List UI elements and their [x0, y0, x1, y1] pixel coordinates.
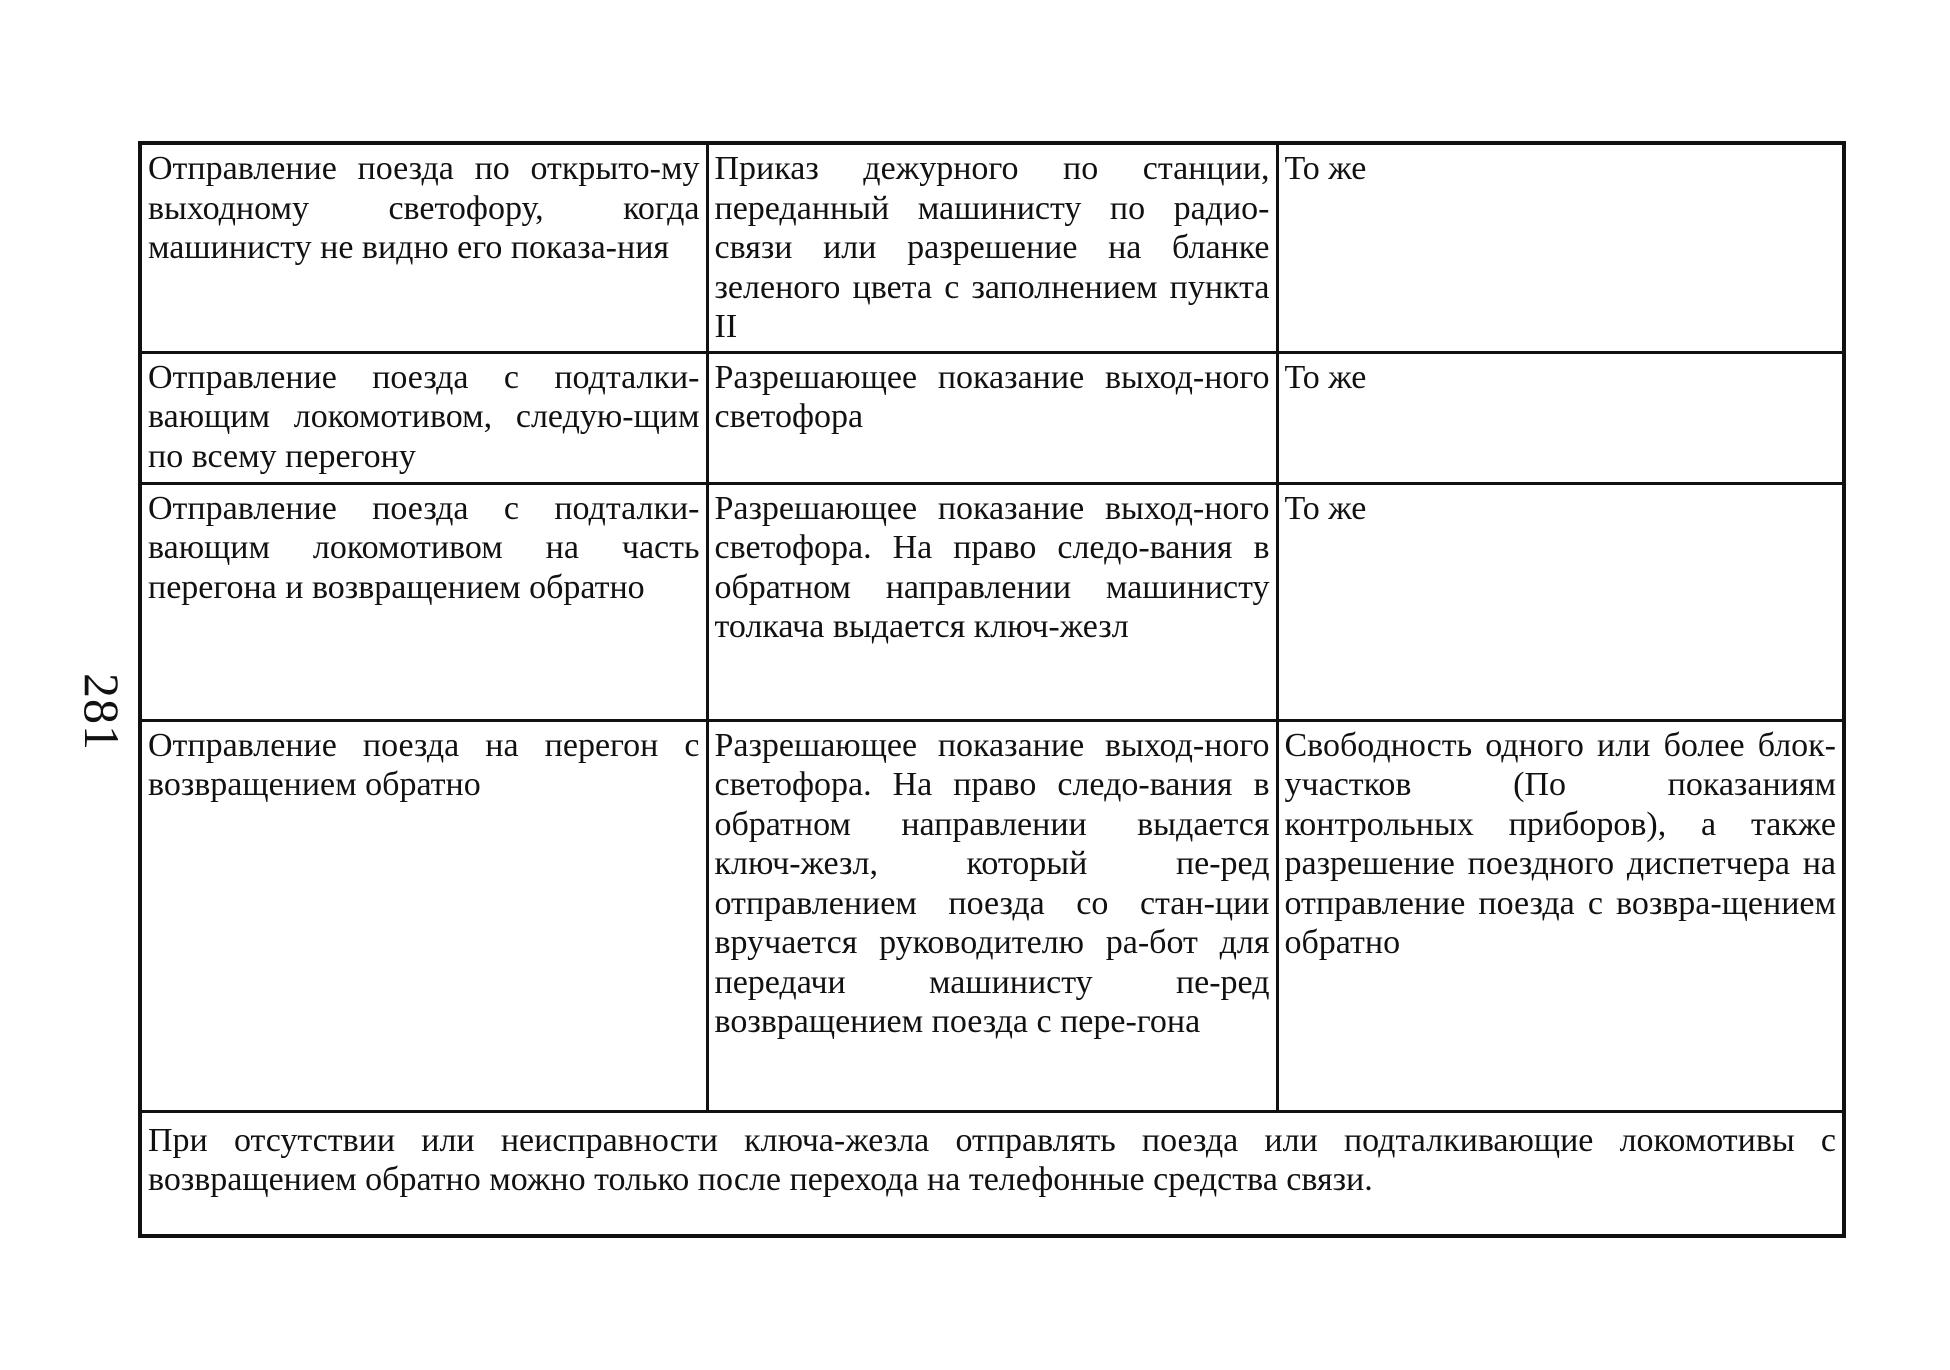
extra-cell: То же [1277, 483, 1844, 720]
table-row [140, 720, 1844, 1111]
permission-cell: Разрешающее показание выход-ного светофора. На право следо-вания в обратном направлении выдается ключ-жезл, который пе-ред отправлением поезда со стан-ции вручается руководителю ра-бот для передачи машинисту пе-ред возвращением поезда с пере-гона [707, 720, 1277, 1111]
condition-cell: Отправление поезда с подталки-вающим локомотивом на часть перегона и возвращением обратно [140, 483, 707, 720]
table-row [140, 143, 1844, 352]
note-cell: При отсутствии или неисправности ключа-жезла отправлять поезда или подталкивающие локомотивы с возвращением обратно можно только после перехода на телефонные средства связи. [140, 1111, 1844, 1236]
permission-cell: Разрешающее показание выход-ного светофора. На право следо-вания в обратном направлении машинисту толкача выдается ключ-жезл [707, 483, 1277, 720]
condition-cell: Отправление поезда на перегон с возвращением обратно [140, 720, 707, 1111]
page-number: 281 [74, 673, 130, 751]
rules-table [138, 141, 1846, 1238]
permission-cell: Приказ дежурного по станции, переданный машинисту по радио-связи или разрешение на бланке зеленого цвета с заполнением пункта II [707, 143, 1277, 352]
extra-cell: То же [1277, 352, 1844, 483]
condition-cell: Отправление поезда с подталки-вающим локомотивом, следую-щим по всему перегону [140, 352, 707, 483]
extra-cell: Свободность одного или более блок-участков (По показаниям контрольных приборов), а также разрешение поездного диспетчера на отправление поезда с возвра-щением обратно [1277, 720, 1844, 1111]
table-row [140, 483, 1844, 720]
note-row [140, 1111, 1844, 1236]
condition-cell: Отправление поезда по открыто-му выходному светофору, когда машинисту не видно его показа-ния [140, 143, 707, 352]
extra-cell: То же [1277, 143, 1844, 352]
table-row [140, 352, 1844, 483]
permission-cell: Разрешающее показание выход-ного светофора [707, 352, 1277, 483]
